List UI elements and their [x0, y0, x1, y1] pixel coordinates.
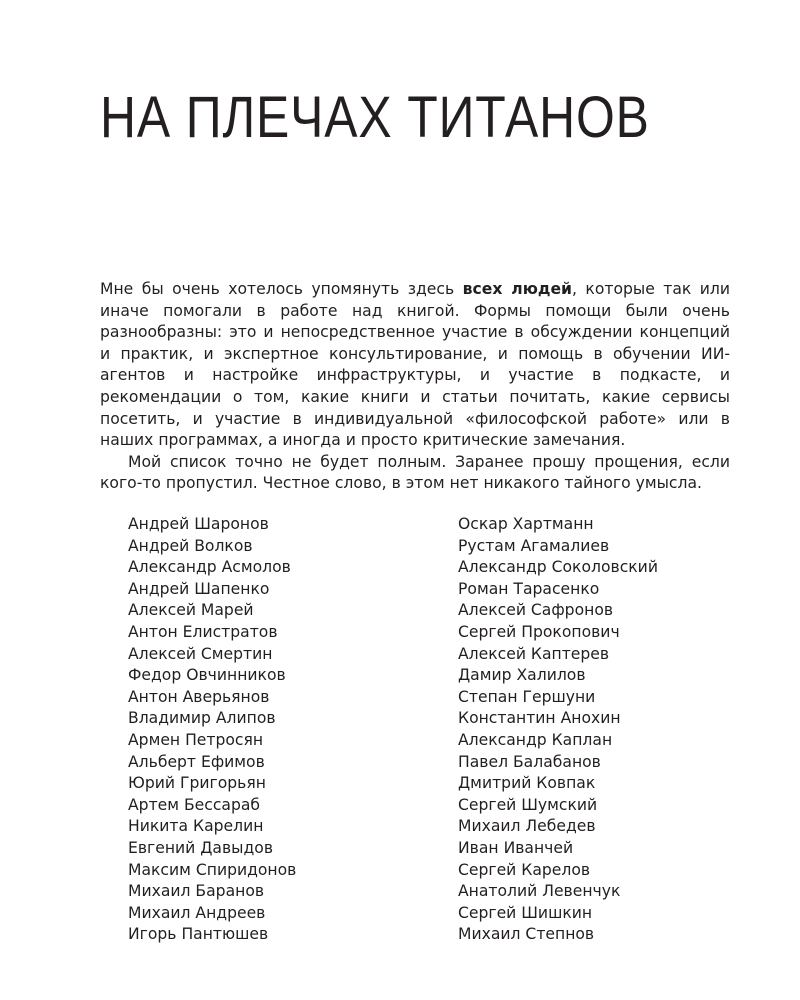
name-item: Артем Бессараб [128, 795, 261, 814]
name-item: Роман Тарасенко [458, 579, 600, 598]
name-item: Анатолий Левенчук [458, 882, 621, 901]
intro-text [100, 279, 730, 495]
intro-paragraph-1 [100, 279, 730, 452]
name-item: Степан Гершуни [458, 687, 596, 706]
name-item: Евгений Давыдов [128, 838, 274, 857]
name-item: Игорь Пантюшев [128, 925, 269, 944]
name-item: Оскар Хартманн [458, 515, 594, 533]
name-item: Михаил Андреев [128, 903, 266, 922]
name-item: Альберт Ефимов [128, 752, 265, 771]
name-item: Алексей Марей [128, 601, 254, 620]
name-item: Андрей Волков [128, 536, 253, 555]
name-item: Андрей Шапенко [128, 579, 270, 598]
name-item: Алексей Каптерев [458, 644, 610, 663]
intro-paragraph-1-end: , которые так или иначе помогали в работе над книгой. Формы помощи были очень разнообразны: это и непосредственное участие в обсуждении концепций и практик, и экспертное консультирование, и помощь в обучении ИИ-агентов и настройке инфраструктуры, и участие в подкасте, и рекомендации о том, какие книги и статьи почитать, какие сервисы посетить, и участие в индивидуальной «философской работе» или в наших программах, а иногда и просто критические замечания. [100, 280, 730, 450]
name-item: Федор Овчинников [128, 666, 286, 685]
name-item: Максим Спиридонов [128, 860, 297, 879]
name-item: Сергей Прокопович [458, 622, 620, 641]
name-item: Константин Анохин [458, 709, 621, 728]
name-item: Андрей Шаронов [128, 515, 269, 533]
name-item: Сергей Шишкин [458, 903, 593, 922]
intro-paragraph-1-bold: всех людей [462, 280, 572, 298]
name-item: Павел Балабанов [458, 752, 601, 771]
name-item: Сергей Карелов [458, 860, 591, 879]
name-item: Армен Петросян [128, 730, 264, 749]
names-column-right [458, 514, 748, 946]
page-title: НА ПЛЕЧАХ ТИТАНОВ [100, 85, 650, 150]
name-item: Александр Асмолов [128, 558, 291, 577]
name-item: Алексей Сафронов [458, 601, 614, 620]
name-item: Юрий Григорьян [128, 774, 266, 793]
name-item: Александр Соколовский [458, 558, 658, 577]
name-item: Михаил Баранов [128, 882, 265, 901]
name-item: Дмитрий Ковпак [458, 774, 596, 793]
name-item: Владимир Алипов [128, 709, 276, 728]
name-item: Дамир Халилов [458, 666, 586, 685]
name-item: Михаил Лебедев [458, 817, 596, 836]
name-item: Антон Елистратов [128, 622, 278, 641]
name-item: Сергей Шумский [458, 795, 598, 814]
name-item: Алексей Смертин [128, 644, 273, 663]
name-item: Рустам Агамалиев [458, 536, 610, 555]
name-item: Михаил Степнов [458, 925, 595, 944]
name-item: Никита Карелин [128, 817, 264, 836]
name-item: Александр Каплан [458, 730, 613, 749]
name-item: Иван Иванчей [458, 838, 574, 857]
names-column-left [128, 514, 458, 946]
intro-paragraph-2: Мой список точно не будет полным. Заранее прошу прощения, если кого-то пропустил. Честное слово, в этом нет никакого тайного умысла. [100, 452, 730, 493]
name-item: Антон Аверьянов [128, 687, 270, 706]
intro-paragraph-1-start: Мне бы очень хотелось упомянуть здесь [100, 280, 463, 298]
names-list [128, 514, 748, 946]
